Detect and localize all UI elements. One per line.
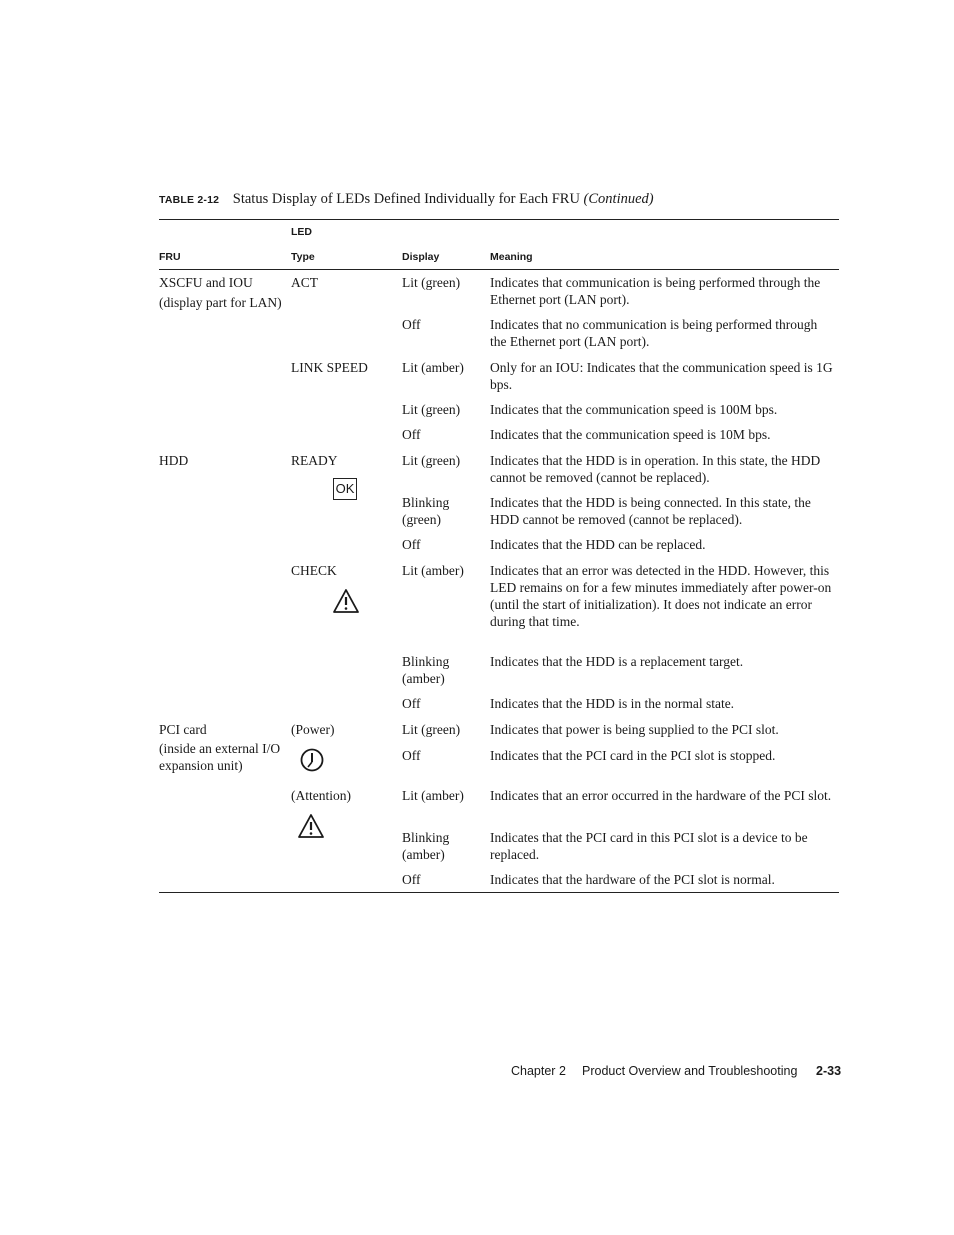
meaning-cell: Indicates that the communication speed is 100M bps. — [490, 402, 778, 417]
table-continued: (Continued) — [583, 191, 654, 207]
display-cell: Lit (green) — [402, 275, 461, 290]
display-cell: Lit (green) — [402, 722, 461, 737]
display-cell: Off — [402, 537, 421, 552]
display-cell: Lit (green) — [402, 453, 461, 468]
display-cell: Off — [402, 748, 421, 763]
table-number: TABLE 2-12 — [159, 194, 220, 206]
meaning-cell: Indicates that the hardware of the PCI slot is normal. — [490, 872, 775, 887]
display-cell: Lit (amber) — [402, 360, 464, 375]
table-caption — [159, 191, 839, 208]
header-fru: FRU — [159, 251, 181, 263]
fru-cell-note: (display part for LAN) — [159, 295, 282, 310]
display-cell: Lit (amber) — [402, 563, 464, 578]
meaning-cell: Indicates that an error occurred in the hardware of the PCI slot. — [490, 788, 832, 803]
display-cell: Blinking (amber) — [402, 654, 450, 686]
footer-chapter: Chapter 2 — [511, 1064, 566, 1078]
meaning-cell: Indicates that the PCI card in the PCI slot is stopped. — [490, 748, 776, 763]
display-cell: Off — [402, 872, 421, 887]
meaning-cell: Indicates that the communication speed is 10M bps. — [490, 427, 771, 442]
fru-cell: HDD — [159, 453, 189, 468]
meaning-cell: Indicates that the PCI card in this PCI slot is a device to be replaced. — [490, 830, 808, 862]
header-rule — [159, 269, 839, 270]
table-bottom-rule — [159, 892, 839, 893]
footer-section: Product Overview and Troubleshooting — [582, 1064, 798, 1078]
meaning-cell: Indicates that an error was detected in the HDD. However, this LED remains on for a few minutes immediately after power-on (until the start of initialization). It does not indicate an error during that time. — [490, 563, 832, 629]
fru-cell-note: (inside an external I/O expansion unit) — [159, 741, 281, 773]
warning-triangle-icon — [297, 813, 325, 839]
power-symbol-icon — [299, 747, 325, 773]
meaning-cell: Indicates that the HDD is being connected. In this state, the HDD cannot be removed (cannot be replaced). — [490, 495, 811, 527]
meaning-cell: Indicates that no communication is being performed through the Ethernet port (LAN port). — [490, 317, 818, 349]
display-cell: Blinking (green) — [402, 495, 450, 527]
display-cell: Lit (amber) — [402, 788, 464, 803]
header-type: Type — [291, 251, 315, 263]
header-led: LED — [291, 226, 312, 238]
meaning-cell: Indicates that the HDD is in the normal state. — [490, 696, 735, 711]
table-title: Status Display of LEDs Defined Individually for Each FRU — [232, 191, 580, 207]
ok-symbol-icon: OK — [333, 478, 357, 500]
display-cell: Blinking (amber) — [402, 830, 450, 862]
meaning-cell: Only for an IOU: Indicates that the communication speed is 1G bps. — [490, 360, 833, 392]
warning-triangle-icon — [332, 588, 360, 614]
led-type-cell: CHECK — [291, 563, 337, 578]
led-type-cell: (Power) — [291, 722, 335, 737]
meaning-cell: Indicates that power is being supplied to the PCI slot. — [490, 722, 779, 737]
table-top-rule — [159, 219, 839, 220]
display-cell: Off — [402, 427, 421, 442]
meaning-cell: Indicates that the HDD is in operation. In this state, the HDD cannot be removed (cannot be replaced). — [490, 453, 821, 485]
header-meaning: Meaning — [490, 251, 533, 263]
display-cell: Lit (green) — [402, 402, 461, 417]
led-type-cell: LINK SPEED — [291, 360, 368, 375]
meaning-cell: Indicates that the HDD is a replacement target. — [490, 654, 744, 669]
meaning-cell: Indicates that the HDD can be replaced. — [490, 537, 706, 552]
display-cell: Off — [402, 317, 421, 332]
display-cell: Off — [402, 696, 421, 711]
meaning-cell: Indicates that communication is being performed through the Ethernet port (LAN port). — [490, 275, 821, 307]
fru-cell: PCI card — [159, 722, 207, 737]
header-display: Display — [402, 251, 440, 263]
led-type-cell: READY — [291, 453, 338, 468]
led-type-cell: ACT — [291, 275, 318, 290]
led-type-cell: (Attention) — [291, 788, 351, 803]
fru-cell: XSCFU and IOU — [159, 275, 253, 290]
page-number: 2-33 — [816, 1064, 842, 1078]
